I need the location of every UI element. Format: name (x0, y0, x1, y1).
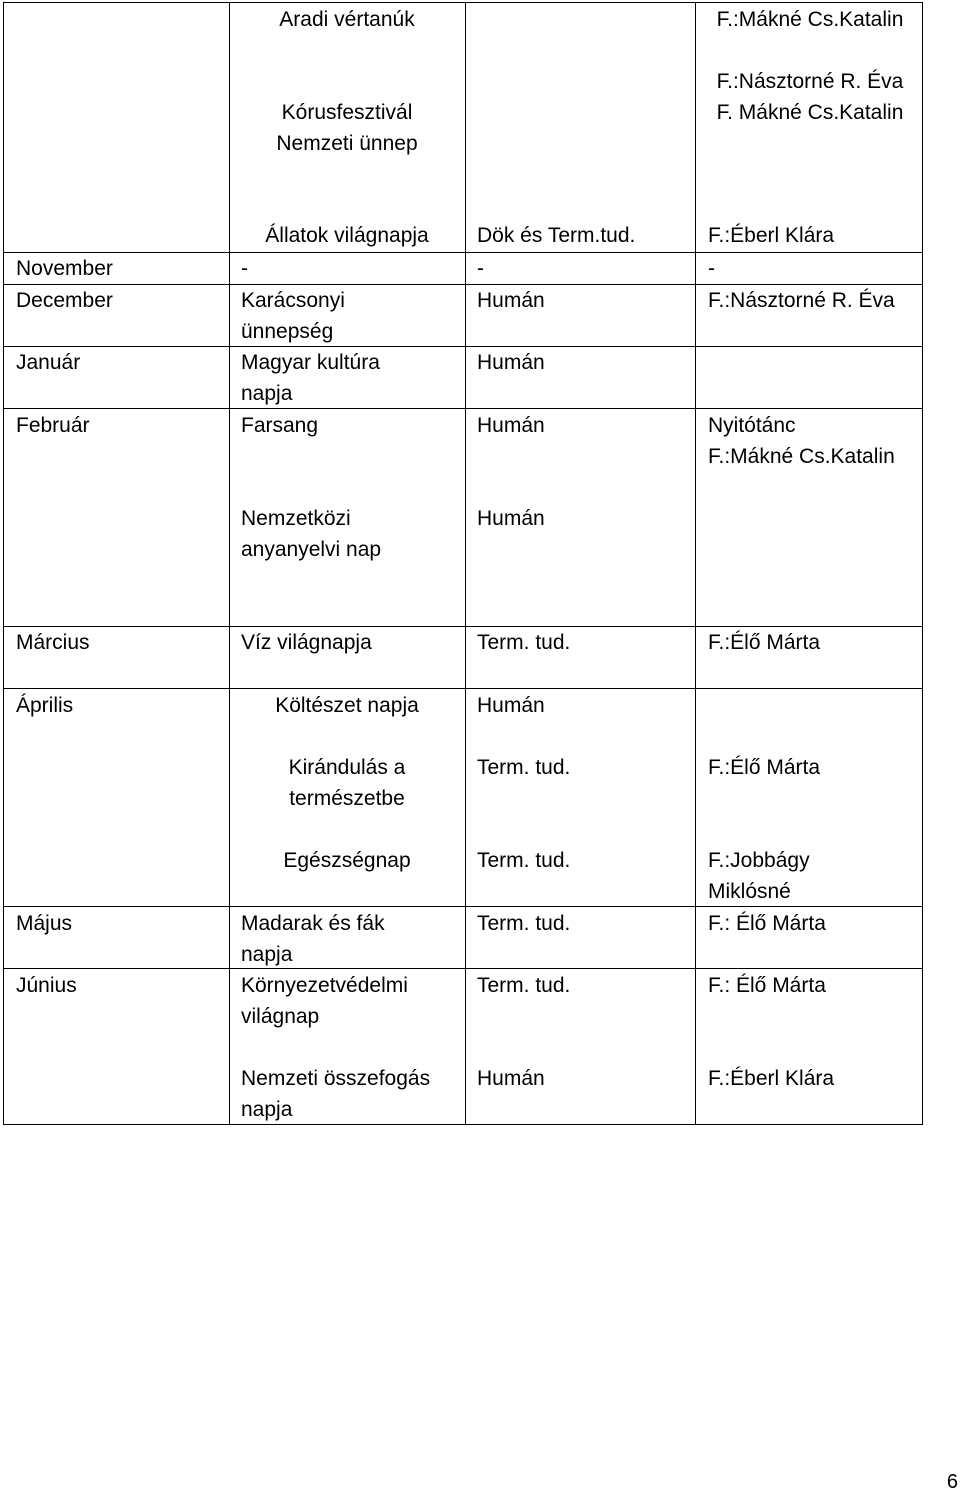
category-allatok: Dök és Term.tud. (477, 224, 636, 247)
table-border-top (3, 2, 923, 3)
category-februar-2: Humán (477, 507, 545, 530)
table-border-left (3, 2, 4, 1125)
category-junius-2: Humán (477, 1067, 545, 1090)
month-februar: Február (16, 414, 90, 437)
event-december-2: ünnepség (241, 320, 334, 343)
event-januar-2: napja (241, 382, 293, 405)
table-border-right (922, 2, 923, 1125)
event-november: - (241, 257, 248, 280)
month-december: December (16, 289, 113, 312)
person-marcius: F.:Élő Márta (708, 631, 821, 654)
row-divider (3, 408, 923, 409)
category-aprilis-a: Humán (477, 694, 545, 717)
person-allatok: F.:Éberl Klára (708, 224, 835, 247)
person-aprilis-b: F.:Élő Márta (708, 756, 821, 779)
event-korus: Kórusfesztivál (281, 101, 413, 124)
event-majus-1: Madarak és fák (241, 912, 385, 935)
month-januar: Január (16, 351, 81, 374)
event-junius-2b: napja (241, 1098, 293, 1121)
column-divider (695, 2, 696, 1125)
column-divider (465, 2, 466, 1125)
person-februar-1: Nyitótánc (708, 414, 796, 437)
person-majus: F.: Élő Márta (708, 912, 826, 935)
row-divider (3, 346, 923, 347)
person-februar-2: F.:Mákné Cs.Katalin (708, 445, 895, 468)
event-allatok: Állatok világnapja (265, 224, 429, 247)
category-marcius: Term. tud. (477, 631, 571, 654)
category-februar: Humán (477, 414, 545, 437)
category-november: - (477, 257, 484, 280)
event-marcius: Víz világnapja (241, 631, 372, 654)
schedule-table (3, 2, 923, 1125)
event-februar: Farsang (241, 414, 319, 437)
person-korus-1: F.:Násztorné R. Éva (716, 70, 904, 93)
event-nemzeti: Nemzeti ünnep (276, 132, 418, 155)
category-majus: Term. tud. (477, 912, 571, 935)
person-aprilis-c1: F.:Jobbágy (708, 849, 810, 872)
person-junius-2: F.:Éberl Klára (708, 1067, 835, 1090)
month-junius: Június (16, 974, 77, 997)
month-marcius: Március (16, 631, 90, 654)
event-junius-2a: Nemzeti összefogás (241, 1067, 431, 1090)
person-november: - (708, 257, 715, 280)
month-aprilis: Április (16, 694, 74, 717)
month-majus: Május (16, 912, 73, 935)
event-aprilis-c: Egészségnap (283, 849, 411, 872)
event-februar-2a: Nemzetközi (241, 507, 351, 530)
category-junius: Term. tud. (477, 974, 571, 997)
event-januar-1: Magyar kultúra (241, 351, 380, 374)
event-aprilis-b2: természetbe (289, 787, 405, 810)
person-junius: F.: Élő Márta (708, 974, 826, 997)
row-divider (3, 252, 923, 253)
row-divider (3, 688, 923, 689)
category-december: Humán (477, 289, 545, 312)
page-number: 6 (946, 1471, 958, 1493)
person-korus-2: F. Mákné Cs.Katalin (716, 101, 904, 124)
person-aradi: F.:Mákné Cs.Katalin (716, 8, 904, 31)
category-aprilis-c: Term. tud. (477, 849, 571, 872)
event-majus-2: napja (241, 943, 293, 966)
category-januar: Humán (477, 351, 545, 374)
event-aradi: Aradi vértanúk (279, 8, 415, 31)
table-border-bottom (3, 1124, 923, 1125)
category-aprilis-b: Term. tud. (477, 756, 571, 779)
event-aprilis-a: Költészet napja (275, 694, 419, 717)
event-junius-1: Környezetvédelmi (241, 974, 408, 997)
event-junius-2: világnap (241, 1005, 320, 1028)
event-aprilis-b1: Kirándulás a (288, 756, 406, 779)
event-december-1: Karácsonyi (241, 289, 345, 312)
person-december: F.:Násztorné R. Éva (708, 289, 895, 312)
event-februar-2b: anyanyelvi nap (241, 538, 382, 561)
month-november: November (16, 257, 113, 280)
row-divider (3, 968, 923, 969)
person-aprilis-c2: Miklósné (708, 880, 791, 903)
column-divider (229, 2, 230, 1125)
